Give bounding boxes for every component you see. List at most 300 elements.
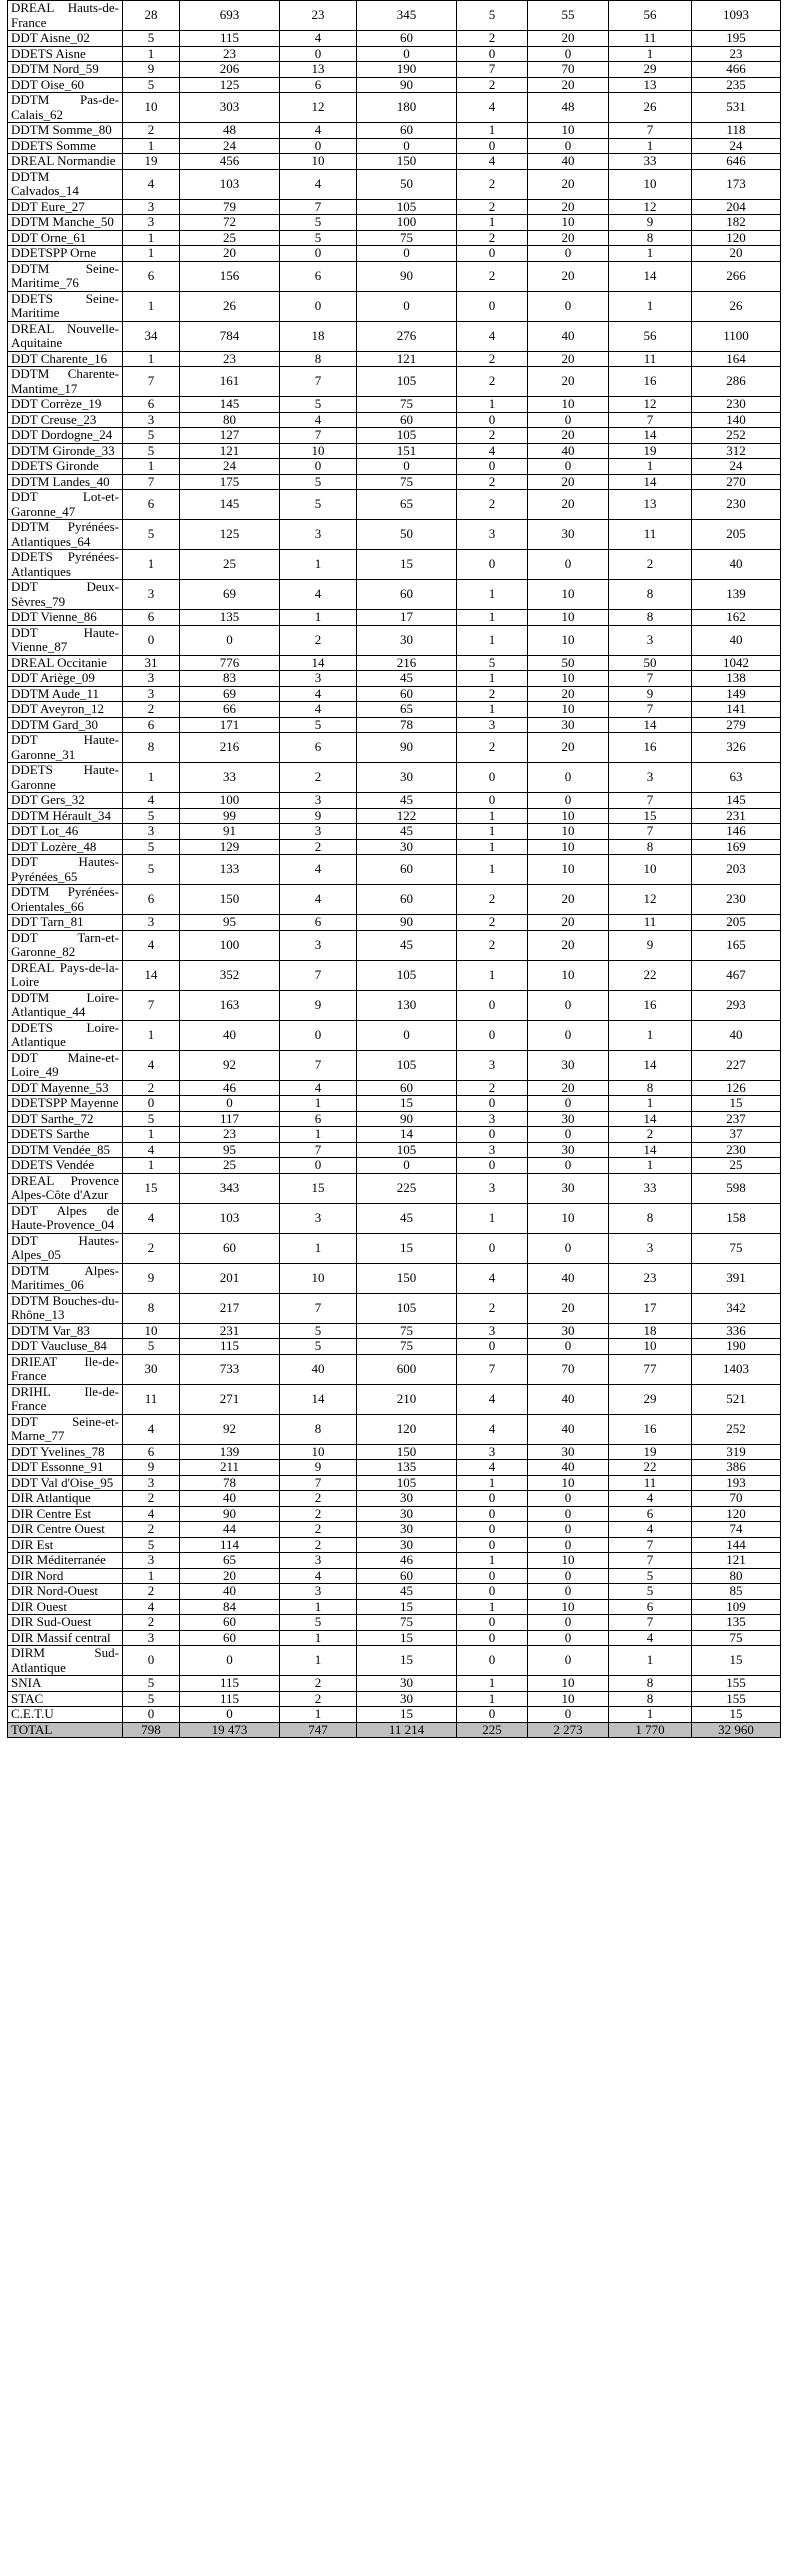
- table-row: [8, 46, 781, 62]
- value-cell: 40: [692, 625, 781, 655]
- value-cell: 0: [528, 1096, 609, 1112]
- value-cell: 78: [180, 1475, 280, 1491]
- value-cell: 776: [180, 655, 280, 671]
- value-cell: 0: [528, 246, 609, 262]
- value-cell: 15: [357, 1096, 457, 1112]
- table-row: [8, 459, 781, 475]
- value-cell: 105: [357, 1293, 457, 1323]
- value-cell: 105: [357, 1142, 457, 1158]
- service-name-cell: DDT Hautes-Pyrénées_65: [8, 855, 123, 885]
- value-cell: 40: [180, 1491, 280, 1507]
- service-name-cell: DDTM Hérault_34: [8, 808, 123, 824]
- value-cell: 352: [180, 960, 280, 990]
- table-row: [8, 1522, 781, 1538]
- value-cell: 204: [692, 199, 781, 215]
- value-cell: 1: [280, 610, 357, 626]
- value-cell: 60: [180, 1233, 280, 1263]
- value-cell: 120: [357, 1414, 457, 1444]
- value-cell: 66: [180, 702, 280, 718]
- value-cell: 0: [528, 46, 609, 62]
- value-cell: 121: [692, 1553, 781, 1569]
- value-cell: 1: [123, 550, 180, 580]
- value-cell: 3: [280, 793, 357, 809]
- value-cell: 0: [357, 459, 457, 475]
- value-cell: 1: [280, 1599, 357, 1615]
- value-cell: 105: [357, 1050, 457, 1080]
- service-name-cell: DIR Atlantique: [8, 1491, 123, 1507]
- value-cell: 230: [692, 397, 781, 413]
- value-cell: 8: [609, 839, 692, 855]
- value-cell: 9: [609, 686, 692, 702]
- value-cell: 5: [280, 215, 357, 231]
- value-cell: 0: [457, 1615, 528, 1631]
- value-cell: 46: [357, 1553, 457, 1569]
- table-row: [8, 717, 781, 733]
- value-cell: 600: [357, 1354, 457, 1384]
- value-cell: 6: [123, 1444, 180, 1460]
- value-cell: 115: [180, 31, 280, 47]
- value-cell: 286: [692, 367, 781, 397]
- value-cell: 20: [528, 367, 609, 397]
- value-cell: 4: [280, 412, 357, 428]
- value-cell: 120: [692, 1506, 781, 1522]
- value-cell: 4: [280, 855, 357, 885]
- value-cell: 9: [123, 62, 180, 78]
- value-cell: 1: [280, 1096, 357, 1112]
- value-cell: 8: [123, 733, 180, 763]
- value-cell: 20: [528, 230, 609, 246]
- value-cell: 7: [280, 1475, 357, 1491]
- value-cell: 7: [609, 671, 692, 687]
- value-cell: 4: [123, 793, 180, 809]
- table-row: [8, 1339, 781, 1355]
- value-cell: 4: [123, 169, 180, 199]
- value-cell: 10: [280, 1263, 357, 1293]
- value-cell: 125: [180, 520, 280, 550]
- value-cell: 195: [692, 31, 781, 47]
- value-cell: 733: [180, 1354, 280, 1384]
- value-cell: 10: [528, 123, 609, 139]
- value-cell: 0: [280, 46, 357, 62]
- value-cell: 91: [180, 824, 280, 840]
- value-cell: 92: [180, 1414, 280, 1444]
- table-row: [8, 246, 781, 262]
- value-cell: 0: [528, 1646, 609, 1676]
- value-cell: 0: [457, 1506, 528, 1522]
- value-cell: 0: [457, 1537, 528, 1553]
- value-cell: 0: [180, 625, 280, 655]
- service-name-cell: DDTM Charente-Mantime_17: [8, 367, 123, 397]
- value-cell: 0: [357, 1158, 457, 1174]
- value-cell: 26: [180, 291, 280, 321]
- value-cell: 3: [123, 824, 180, 840]
- value-cell: 4: [457, 1263, 528, 1293]
- value-cell: 0: [528, 1522, 609, 1538]
- value-cell: 23: [180, 1127, 280, 1143]
- value-cell: 45: [357, 824, 457, 840]
- table-row: [8, 169, 781, 199]
- value-cell: 19: [609, 443, 692, 459]
- value-cell: 252: [692, 428, 781, 444]
- service-name-cell: DREAL Normandie: [8, 154, 123, 170]
- value-cell: 10: [528, 824, 609, 840]
- table-row: [8, 230, 781, 246]
- value-cell: 4: [457, 1384, 528, 1414]
- value-cell: 129: [180, 839, 280, 855]
- value-cell: 150: [180, 885, 280, 915]
- value-cell: 3: [123, 1553, 180, 1569]
- value-cell: 60: [357, 885, 457, 915]
- value-cell: 5: [280, 1615, 357, 1631]
- value-cell: 23: [280, 1, 357, 31]
- value-cell: 0: [457, 1630, 528, 1646]
- value-cell: 10: [528, 839, 609, 855]
- data-table: [7, 0, 781, 1738]
- value-cell: 29: [609, 1384, 692, 1414]
- value-cell: 2: [457, 351, 528, 367]
- value-cell: 75: [357, 1323, 457, 1339]
- value-cell: 0: [528, 793, 609, 809]
- value-cell: 3: [609, 763, 692, 793]
- value-cell: 2: [457, 367, 528, 397]
- value-cell: 0: [357, 138, 457, 154]
- value-cell: 1: [457, 702, 528, 718]
- service-name-cell: DDTM Pas-de-Calais_62: [8, 93, 123, 123]
- value-cell: 0: [180, 1646, 280, 1676]
- value-cell: 125: [180, 77, 280, 93]
- table-row: [8, 31, 781, 47]
- table-row: [8, 1691, 781, 1707]
- value-cell: 1: [280, 1707, 357, 1723]
- table-row: [8, 1173, 781, 1203]
- service-name-cell: DDETSPP Orne: [8, 246, 123, 262]
- value-cell: 115: [180, 1339, 280, 1355]
- service-name-cell: DDT Vaucluse_84: [8, 1339, 123, 1355]
- value-cell: 0: [180, 1096, 280, 1112]
- value-cell: 2: [280, 1522, 357, 1538]
- value-cell: 175: [180, 474, 280, 490]
- table-row: [8, 610, 781, 626]
- value-cell: 109: [692, 1599, 781, 1615]
- value-cell: 8: [609, 610, 692, 626]
- value-cell: 386: [692, 1460, 781, 1476]
- value-cell: 20: [528, 733, 609, 763]
- value-cell: 0: [123, 625, 180, 655]
- value-cell: 19: [123, 154, 180, 170]
- value-cell: 45: [357, 793, 457, 809]
- service-name-cell: DDTM Loire-Atlantique_44: [8, 990, 123, 1020]
- value-cell: 0: [528, 291, 609, 321]
- value-cell: 40: [528, 1263, 609, 1293]
- value-cell: 0: [528, 1233, 609, 1263]
- value-cell: 1: [123, 46, 180, 62]
- value-cell: 20: [528, 351, 609, 367]
- value-cell: 30: [528, 1323, 609, 1339]
- value-cell: 193: [692, 1475, 781, 1491]
- value-cell: 30: [357, 1691, 457, 1707]
- value-cell: 1093: [692, 1, 781, 31]
- value-cell: 115: [180, 1676, 280, 1692]
- table-row: [8, 625, 781, 655]
- value-cell: 149: [692, 686, 781, 702]
- service-name-cell: DDT Lot_46: [8, 824, 123, 840]
- value-cell: 95: [180, 1142, 280, 1158]
- value-cell: 25: [692, 1158, 781, 1174]
- value-cell: 0: [280, 291, 357, 321]
- value-cell: 2: [123, 1233, 180, 1263]
- value-cell: 40: [528, 321, 609, 351]
- value-cell: 0: [528, 1127, 609, 1143]
- table-row: [8, 1475, 781, 1491]
- value-cell: 0: [457, 1233, 528, 1263]
- value-cell: 8: [609, 1203, 692, 1233]
- value-cell: 7: [280, 1293, 357, 1323]
- value-cell: 30: [357, 763, 457, 793]
- table-row: [8, 367, 781, 397]
- value-cell: 12: [609, 885, 692, 915]
- value-cell: 4: [457, 1414, 528, 1444]
- value-cell: 598: [692, 1173, 781, 1203]
- table-row: [8, 824, 781, 840]
- value-cell: 5: [280, 1323, 357, 1339]
- value-cell: 230: [692, 490, 781, 520]
- value-cell: 3: [457, 1323, 528, 1339]
- value-cell: 103: [180, 169, 280, 199]
- value-cell: 1: [457, 671, 528, 687]
- value-cell: 0: [457, 1707, 528, 1723]
- value-cell: 1: [457, 1599, 528, 1615]
- value-cell: 5: [457, 655, 528, 671]
- table-row: [8, 1584, 781, 1600]
- value-cell: 0: [528, 550, 609, 580]
- service-name-cell: DDTM Bouches-du-Rhône_13: [8, 1293, 123, 1323]
- value-cell: 343: [180, 1173, 280, 1203]
- value-cell: 10: [528, 1553, 609, 1569]
- service-name-cell: DDT Essonne_91: [8, 1460, 123, 1476]
- table-row: [8, 490, 781, 520]
- value-cell: 100: [357, 215, 457, 231]
- value-cell: 6: [609, 1599, 692, 1615]
- value-cell: 1: [609, 46, 692, 62]
- value-cell: 4: [123, 930, 180, 960]
- value-cell: 205: [692, 915, 781, 931]
- value-cell: 0: [528, 1630, 609, 1646]
- value-cell: 19 473: [180, 1722, 280, 1738]
- value-cell: 3: [123, 671, 180, 687]
- value-cell: 16: [609, 733, 692, 763]
- value-cell: 173: [692, 169, 781, 199]
- value-cell: 0: [528, 1339, 609, 1355]
- value-cell: 0: [457, 246, 528, 262]
- value-cell: 235: [692, 77, 781, 93]
- value-cell: 70: [692, 1491, 781, 1507]
- value-cell: 13: [280, 62, 357, 78]
- table-row: [8, 520, 781, 550]
- table-row: [8, 397, 781, 413]
- value-cell: 3: [457, 520, 528, 550]
- value-cell: 120: [692, 230, 781, 246]
- service-name-cell: DDETS Gironde: [8, 459, 123, 475]
- table-row: [8, 351, 781, 367]
- table-row: [8, 550, 781, 580]
- value-cell: 45: [357, 1584, 457, 1600]
- value-cell: 293: [692, 990, 781, 1020]
- value-cell: 1: [609, 1096, 692, 1112]
- value-cell: 10: [280, 443, 357, 459]
- service-name-cell: DIR Nord: [8, 1568, 123, 1584]
- value-cell: 10: [528, 808, 609, 824]
- value-cell: 0: [528, 1020, 609, 1050]
- value-cell: 3: [280, 1203, 357, 1233]
- service-name-cell: DDT Yvelines_78: [8, 1444, 123, 1460]
- table-row: [8, 733, 781, 763]
- value-cell: 4: [280, 1080, 357, 1096]
- service-name-cell: STAC: [8, 1691, 123, 1707]
- value-cell: 103: [180, 1203, 280, 1233]
- service-name-cell: DDETS Seine-Maritime: [8, 291, 123, 321]
- value-cell: 15: [357, 1630, 457, 1646]
- value-cell: 1: [123, 1020, 180, 1050]
- value-cell: 78: [357, 717, 457, 733]
- value-cell: 5: [123, 428, 180, 444]
- value-cell: 15: [357, 1707, 457, 1723]
- value-cell: 0: [457, 1339, 528, 1355]
- value-cell: 1: [609, 1707, 692, 1723]
- value-cell: 6: [280, 915, 357, 931]
- value-cell: 20: [528, 1293, 609, 1323]
- value-cell: 3: [609, 1233, 692, 1263]
- value-cell: 6: [123, 397, 180, 413]
- value-cell: 3: [123, 412, 180, 428]
- value-cell: 75: [357, 397, 457, 413]
- service-name-cell: DDT Aveyron_12: [8, 702, 123, 718]
- value-cell: 1: [280, 1630, 357, 1646]
- value-cell: 30: [123, 1354, 180, 1384]
- value-cell: 56: [609, 1, 692, 31]
- value-cell: 0: [528, 1615, 609, 1631]
- value-cell: 1: [457, 397, 528, 413]
- value-cell: 5: [123, 443, 180, 459]
- value-cell: 0: [528, 1584, 609, 1600]
- value-cell: 16: [609, 1414, 692, 1444]
- value-cell: 40: [528, 1460, 609, 1476]
- service-name-cell: DDT Maine-et-Loire_49: [8, 1050, 123, 1080]
- value-cell: 10: [528, 1475, 609, 1491]
- service-name-cell: DREAL Pays-de-la-Loire: [8, 960, 123, 990]
- service-name-cell: DRIEAT Ile-de-France: [8, 1354, 123, 1384]
- value-cell: 145: [180, 490, 280, 520]
- service-name-cell: DDETSPP Mayenne: [8, 1096, 123, 1112]
- value-cell: 1: [457, 824, 528, 840]
- service-name-cell: TOTAL: [8, 1722, 123, 1738]
- table-row: [8, 855, 781, 885]
- value-cell: 5: [280, 230, 357, 246]
- service-name-cell: DDT Corrèze_19: [8, 397, 123, 413]
- value-cell: 1: [280, 1646, 357, 1676]
- value-cell: 1: [457, 839, 528, 855]
- value-cell: 0: [528, 763, 609, 793]
- table-row: [8, 1615, 781, 1631]
- value-cell: 391: [692, 1263, 781, 1293]
- value-cell: 3: [280, 824, 357, 840]
- value-cell: 69: [180, 580, 280, 610]
- value-cell: 6: [280, 733, 357, 763]
- value-cell: 114: [180, 1537, 280, 1553]
- value-cell: 10: [123, 1323, 180, 1339]
- value-cell: 40: [528, 443, 609, 459]
- value-cell: 7: [609, 824, 692, 840]
- value-cell: 15: [692, 1096, 781, 1112]
- value-cell: 1: [457, 1676, 528, 1692]
- value-cell: 60: [357, 31, 457, 47]
- value-cell: 2: [457, 261, 528, 291]
- value-cell: 1042: [692, 655, 781, 671]
- value-cell: 74: [692, 1522, 781, 1538]
- value-cell: 203: [692, 855, 781, 885]
- value-cell: 92: [180, 1050, 280, 1080]
- value-cell: 2: [280, 763, 357, 793]
- value-cell: 15: [692, 1646, 781, 1676]
- service-name-cell: DREAL Nouvelle-Aquitaine: [8, 321, 123, 351]
- value-cell: 40: [692, 550, 781, 580]
- value-cell: 23: [609, 1263, 692, 1293]
- value-cell: 77: [609, 1354, 692, 1384]
- value-cell: 8: [280, 1414, 357, 1444]
- value-cell: 0: [457, 459, 528, 475]
- value-cell: 180: [357, 93, 457, 123]
- value-cell: 319: [692, 1444, 781, 1460]
- value-cell: 227: [692, 1050, 781, 1080]
- value-cell: 5: [123, 839, 180, 855]
- value-cell: 237: [692, 1111, 781, 1127]
- value-cell: 20: [180, 246, 280, 262]
- value-cell: 8: [609, 1676, 692, 1692]
- value-cell: 60: [357, 855, 457, 885]
- table-body: [8, 1, 781, 1738]
- value-cell: 105: [357, 367, 457, 397]
- table-row: [8, 1203, 781, 1233]
- value-cell: 50: [357, 520, 457, 550]
- service-name-cell: DDTM Calvados_14: [8, 169, 123, 199]
- value-cell: 141: [692, 702, 781, 718]
- table-row: [8, 321, 781, 351]
- value-cell: 4: [609, 1630, 692, 1646]
- value-cell: 4: [457, 443, 528, 459]
- table-row: [8, 215, 781, 231]
- value-cell: 1: [609, 1646, 692, 1676]
- value-cell: 84: [180, 1599, 280, 1615]
- value-cell: 190: [692, 1339, 781, 1355]
- value-cell: 15: [692, 1707, 781, 1723]
- value-cell: 25: [180, 1158, 280, 1174]
- value-cell: 90: [357, 261, 457, 291]
- value-cell: 45: [357, 930, 457, 960]
- value-cell: 72: [180, 215, 280, 231]
- value-cell: 90: [357, 733, 457, 763]
- value-cell: 23: [180, 351, 280, 367]
- value-cell: 2: [280, 1506, 357, 1522]
- value-cell: 20: [180, 1568, 280, 1584]
- value-cell: 7: [280, 1050, 357, 1080]
- value-cell: 0: [528, 1158, 609, 1174]
- value-cell: 2: [457, 199, 528, 215]
- table-row: [8, 1676, 781, 1692]
- value-cell: 217: [180, 1293, 280, 1323]
- value-cell: 127: [180, 428, 280, 444]
- value-cell: 12: [280, 93, 357, 123]
- value-cell: 158: [692, 1203, 781, 1233]
- value-cell: 90: [357, 1111, 457, 1127]
